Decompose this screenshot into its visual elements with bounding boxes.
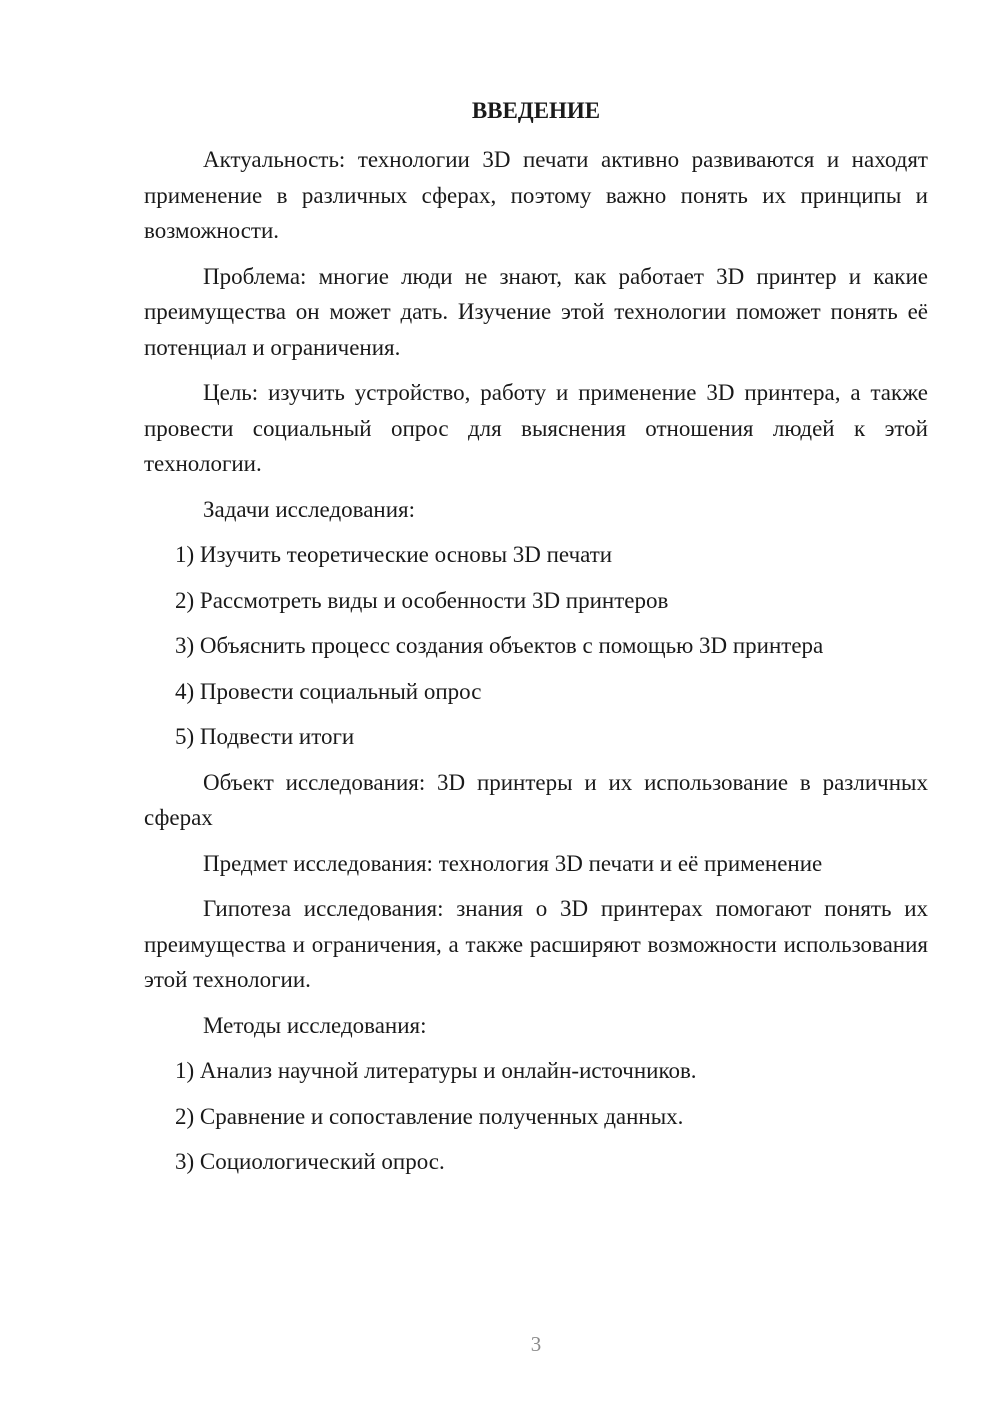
list-item: 2) Сравнение и сопоставление полученных данных.	[175, 1103, 684, 1129]
paragraph-hypothesis: Гипотеза исследования: знания о 3D принтерах помогают понять их преимущества и ограничения, а также расширяют возможности использования этой технологии.	[144, 896, 928, 992]
paragraph-object: Объект исследования: 3D принтеры и их использование в различных сферах	[144, 769, 928, 830]
document-body	[144, 142, 928, 1190]
list-item: 4) Провести социальный опрос	[175, 678, 482, 704]
list-item: 5) Подвести итоги	[175, 724, 355, 749]
list-item: 1) Анализ научной литературы и онлайн-источников.	[175, 1058, 697, 1083]
tasks-heading: Задачи исследования:	[203, 496, 416, 522]
methods-list	[144, 1053, 928, 1180]
paragraph-subject: Предмет исследования: технология 3D печати и её применение	[203, 850, 823, 876]
list-item: 3) Социологический опрос.	[175, 1149, 445, 1174]
methods-heading: Методы исследования:	[203, 1012, 427, 1038]
section-title: ВВЕДЕНИЕ	[471, 98, 601, 123]
page-number: 3	[530, 1332, 542, 1356]
list-item: 3) Объяснить процесс создания объектов с помощью 3D принтера	[175, 633, 824, 658]
paragraph-problem: Проблема: многие люди не знают, как работает 3D принтер и какие преимущества он может дать. Изучение этой технологии поможет понять её потенциал и ограничения.	[144, 263, 928, 360]
tasks-list	[144, 537, 928, 755]
paragraph-relevance: Актуальность: технологии 3D печати активно развиваются и находят применение в различных сферах, поэтому важно понять их принципы и возможности.	[144, 147, 928, 243]
list-item: 2) Рассмотреть виды и особенности 3D принтеров	[175, 587, 669, 613]
paragraph-goal: Цель: изучить устройство, работу и применение 3D принтера, а также провести социальный опрос для выяснения отношения людей к этой технологии.	[144, 380, 928, 476]
list-item: 1) Изучить теоретические основы 3D печати	[175, 542, 613, 567]
